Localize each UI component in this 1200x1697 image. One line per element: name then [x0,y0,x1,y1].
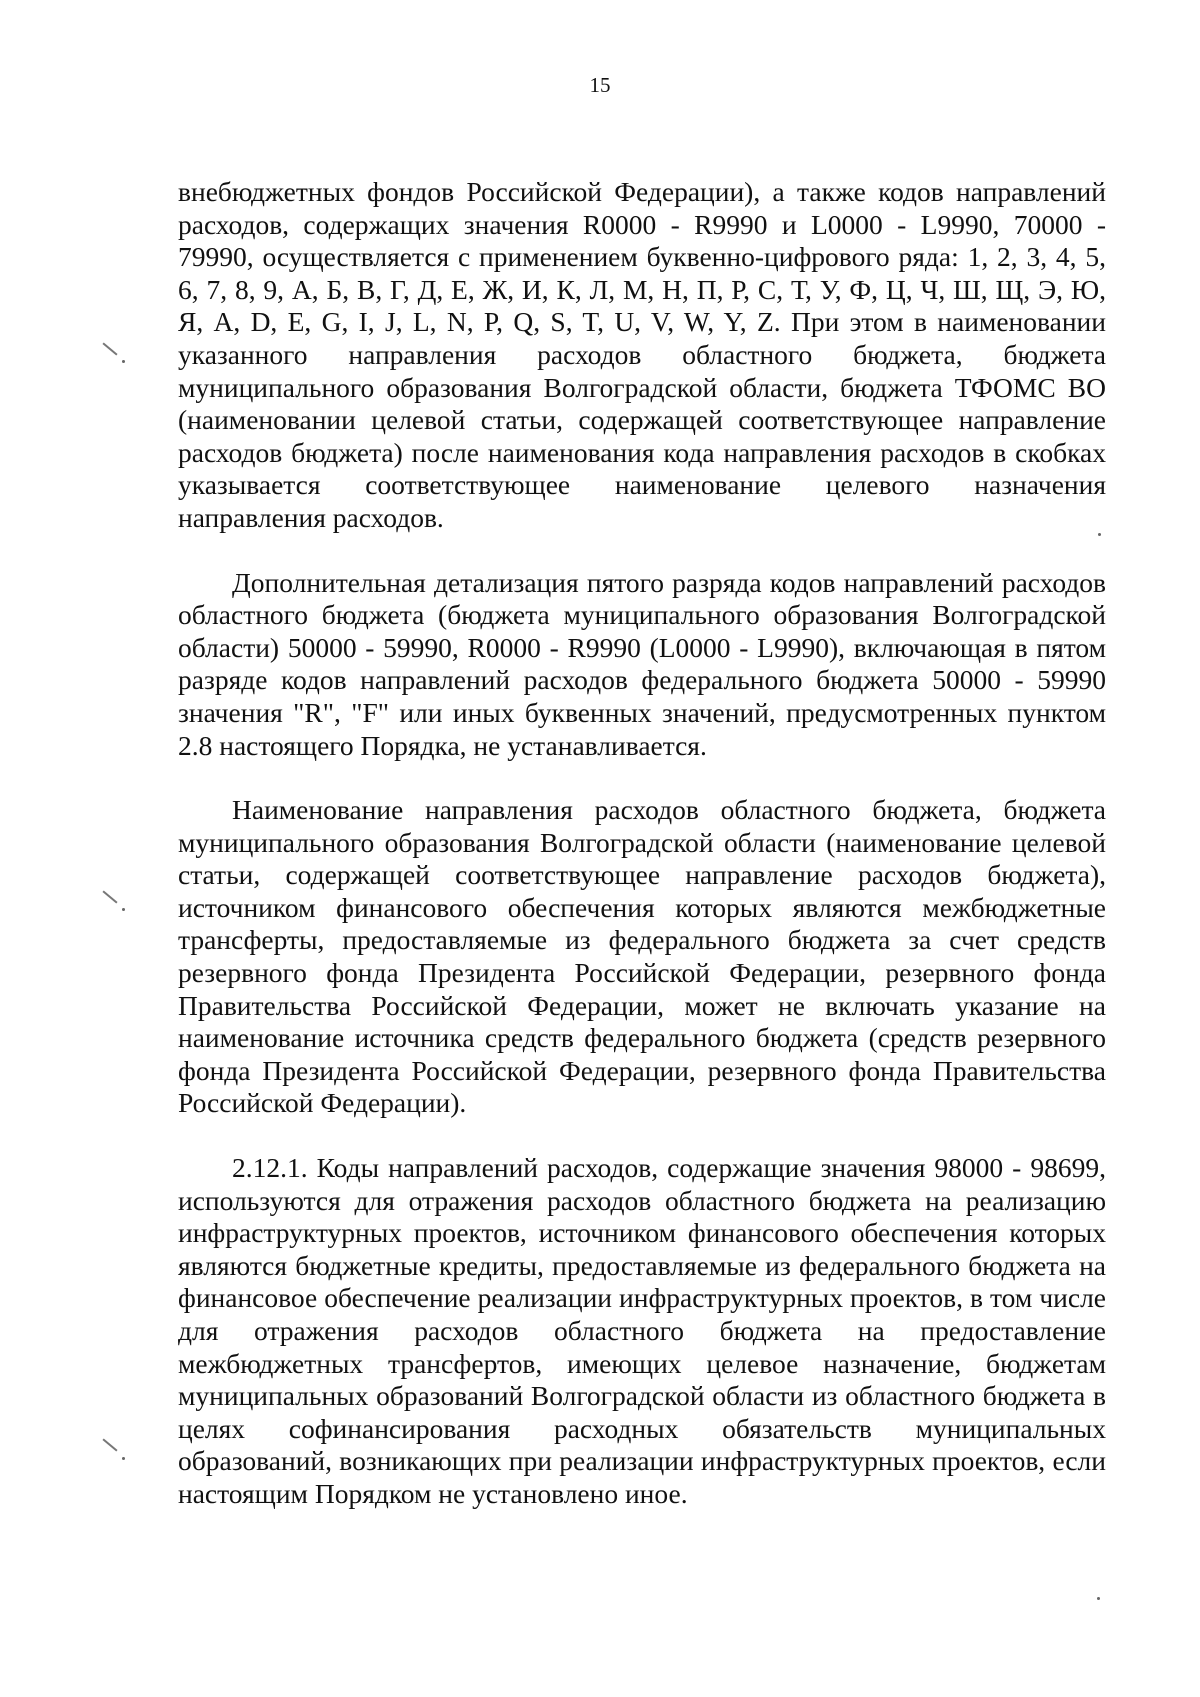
scan-dot [122,908,125,911]
paragraph-additional-detail: Дополнительная детализация пятого разряда кодов направлений расходов областного бюджета (бюджета муниципального образования Волгоградской области) 50000 - 59990, R0000 - R9990 (L0000 - L9990), включающая в пятом разряде кодов направлений расходов федерального бюджета 50000 - 59990 значения "R", "F" или иных буквенных значений, предусмотренных пунктом 2.8 настоящего Порядка, не устанавливается. [178,566,1106,761]
scan-mark [102,890,117,903]
scan-mark [102,342,117,355]
document-body [178,176,1106,1511]
paragraph-continuation: внебюджетных фондов Российской Федерации), а также кодов направлений расходов, содержащих значения R0000 - R9990 и L0000 - L9990, 70000 - 79990, осуществляется с применением буквенно-цифрового ряда: 1, 2, 3, 4, 5, 6, 7, 8, 9, А, Б, В, Г, Д, Е, Ж, И, К, Л, М, Н, П, Р, С, Т, У, Ф, Ц, Ч, Ш, Щ, Э, Ю, Я, A, D, E, G, I, J, L, N, P, Q, S, T, U, V, W, Y, Z. При этом в наименовании указанного направления расходов областного бюджета, бюджета муниципального образования Волгоградской области, бюджета ТФОМС ВО (наименовании целевой статьи, содержащей соответствующее направление расходов бюджета) после наименования кода направления расходов в скобках указывается соответствующее наименование целевого назначения направления расходов. [178,176,1106,533]
paragraph-section-2-12-1: 2.12.1. Коды направлений расходов, содержащие значения 98000 - 98699, используются для отражения расходов областного бюджета на реализацию инфраструктурных проектов, источником финансового обеспечения которых являются бюджетные кредиты, предоставляемые из федерального бюджета на финансовое обеспечение реализации инфраструктурных проектов, в том числе для отражения расходов областного бюджета на предоставление межбюджетных трансфертов, имеющих целевое назначение, бюджетам муниципальных образований Волгоградской области из областного бюджета в целях софинансирования расходных обязательств муниципальных образований, возникающих при реализации инфраструктурных проектов, если настоящим Порядком не установлено иное. [178,1152,1106,1509]
scan-dot [122,1457,125,1460]
paragraph-naming-rule: Наименование направления расходов областного бюджета, бюджета муниципального образования Волгоградской области (наименование целевой статьи, содержащей соответствующее направление расходов бюджета), источником финансового обеспечения которых являются межбюджетные трансферты, предоставляемые из федерального бюджета за счет средств резервного фонда Президента Российской Федерации, резервного фонда Правительства Российской Федерации, может не включать указание на наименование источника средств федерального бюджета (средств резервного фонда Президента Российской Федерации, резервного фонда Правительства Российской Федерации). [178,794,1106,1119]
scan-dot [1097,1597,1100,1600]
scan-dot [1098,533,1101,536]
page-number: 15 [589,73,611,97]
scan-dot [122,360,125,363]
scan-mark [102,1438,117,1451]
